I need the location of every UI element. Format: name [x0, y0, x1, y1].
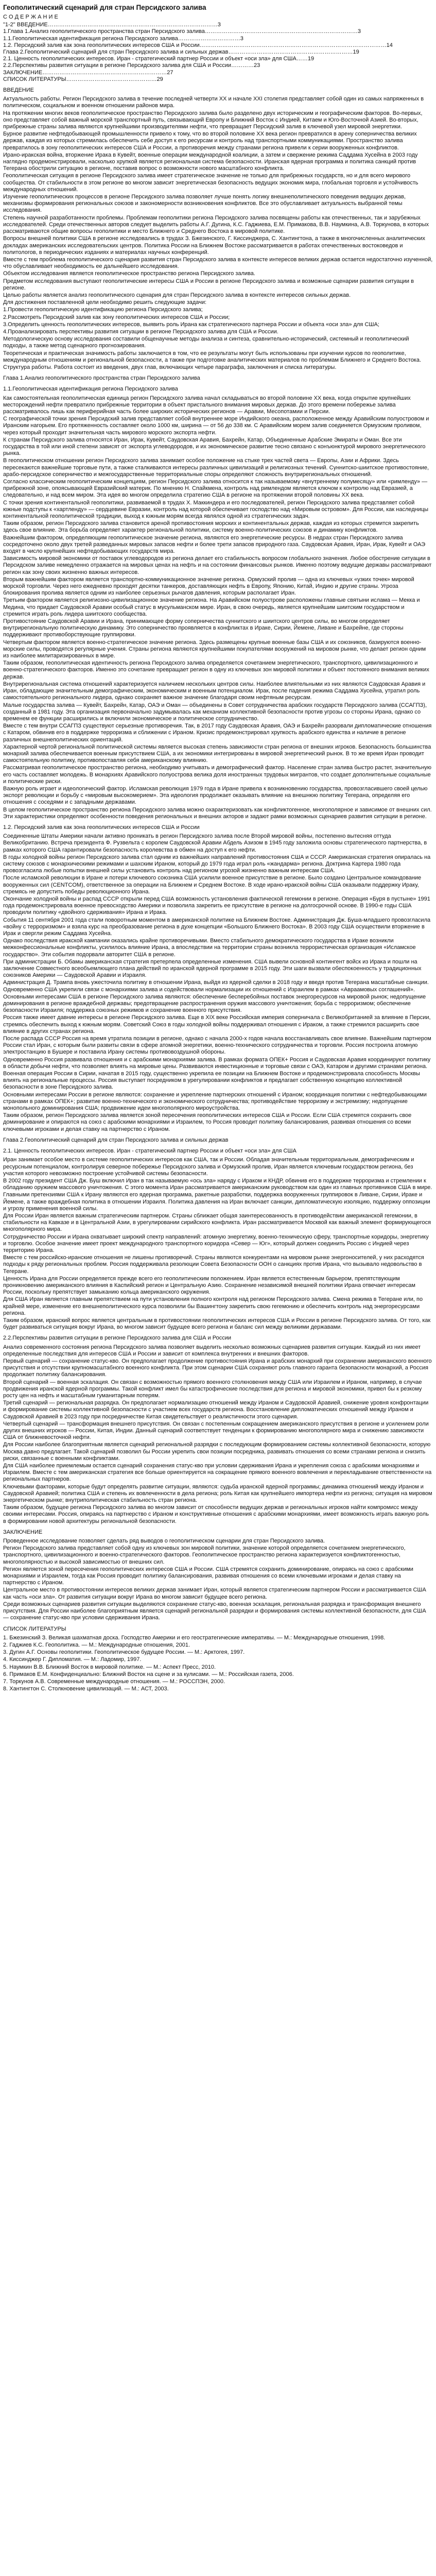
paragraph: Окончание холодной войны и распад СССР открыли перед США возможность установления фактической гегемонии в регионе. Операция «Буря в пустыне» 1991 года продемонстрировала военное превосходство Америки и позволила закрепить ее присутствие в регионе на долгосрочной основе. В 1990-е годы США проводили политику «двойного сдерживания» Ирана и Ирака.: [3, 895, 432, 916]
section22-heading: 2.2.Перспективы развития ситуации в регионе Персидского залива для США и России: [3, 1335, 231, 1342]
paragraph: Зависимость мировой экономики от поставок углеводородов из региона делает его стабильность вопросом глобального значения. Любое обострение ситуации в Персидском заливе немедленно отражается на мировых ценах на нефть и на состоянии финансовых рынков. Именно поэтому ведущие державы рассматривают регион как зону своих жизненно важных интересов.: [3, 555, 433, 575]
reference-item: 4. Киссинджер Г. Дипломатия. — М.: Ладомир, 1997.: [3, 1656, 142, 1663]
toc-item: СПИСОК ЛИТЕРАТУРЫ…………………………………………29: [3, 76, 163, 82]
paragraph: К странам Персидского залива относятся Иран, Ирак, Кувейт, Саудовская Аравия, Бахрейн, Катар, Объединенные Арабские Эмираты и Оман. Все эти государства в той или иной степени зависят от экспорта углеводородов, и их экономическое развитие тесно связано с конъюнктурой мирового энергетического рынка.: [3, 436, 427, 457]
paragraph: После исламской революции в Иране и потери ключевого союзника США усилили военное присутствие в регионе. Было создано Центральное командование вооруженных сил (CENTCOM), ответственное за операции на Ближнем и Среднем Востоке. В ходе ирано-иракской войны США оказывали поддержку Ираку, стремясь не допустить победы революционного Ирана.: [3, 875, 423, 895]
paragraph: Таким образом, регион Персидского залива является зоной пересечения геополитических интересов США и России. Если США стремятся сохранить свое доминирование и опираются на союз с арабскими монархиями и Израилем, то Россия проводит политику балансирования, развивая отношения со всеми ключевыми игроками и делая ставку на партнерство с Ираном.: [3, 1112, 413, 1132]
reference-item: 2. Гаджиев К.С. Геополитика. — М.: Международные отношения, 2001.: [3, 1641, 190, 1648]
paragraph: Для России наиболее благоприятным является сценарий региональной разрядки с последующим формированием системы коллективной безопасности, которую Москва давно предлагает. Такой сценарий позволил бы России укрепить свои позиции посредника, развивать отношения со всеми странами региона и снизить риски, связанные с военными конфликтами.: [3, 1442, 432, 1462]
section12-body: [3, 833, 433, 1133]
paragraph: Теоретическая и практическая значимость работы заключается в том, что ее результаты могут быть использованы при изучении курсов по геополитике, международным отношениям и региональной безопасности, а также при подготовке аналитических материалов по проблемам Ближнего и Среднего Востока.: [3, 350, 422, 363]
paragraph: При администрации Б. Обамы американская стратегия претерпела определенные изменения. США вывели основной контингент войск из Ирака и пошли на заключение Совместного всеобъемлющего плана действий по иранской ядерной программе в 2015 году. Эти шаги вызвали обеспокоенность у традиционных союзников Америки — Саудовской Аравии и Израиля.: [3, 958, 423, 979]
intro-body: [3, 96, 433, 371]
reference-item: 7. Торкунов А.В. Современные международные отношения. — М.: РОССПЭН, 2000.: [3, 1678, 225, 1685]
paragraph: Анализ современного состояния региона Персидского залива позволяет выделить несколько возможных сценариев развития ситуации. Каждый из них имеет определенные последствия для интересов США и России и зависит от комплекса внутренних и внешних факторов.: [3, 1344, 423, 1357]
toc-item: ЗАКЛЮЧЕНИЕ…………………………………………………………27: [3, 69, 173, 76]
toc-item: 1.Глава 1.Анализ геополитического пространства стран Персидского залива………………………………………………………………………3: [3, 28, 361, 35]
paragraph: Характерной чертой региональной политической системы является высокая степень зависимости стран региона от внешних игроков. Безопасность большинства монархий залива обеспечивается военным присутствием США, а их экономики интегрированы в мировой энергетический рынок. В то же время Иран проводит самостоятельную политику, противопоставляя себя американскому влиянию.: [3, 743, 433, 764]
chapter1-heading: Глава 1.Анализ геополитического пространства стран Персидского залива: [3, 375, 200, 382]
paragraph: Первый сценарий — сохранение статус-кво. Он предполагает продолжение противостояния Ирана и арабских монархий при сохранении американского военного присутствия и отсутствии крупномасштабного военного конфликта. При этом сценарии США сохраняют роль главного гаранта безопасности монархий, а Россия продолжает политику балансирования.: [3, 1358, 433, 1378]
paragraph: Изучение геополитических процессов в регионе Персидского залива позволяет лучше понять логику внешнеполитического поведения ведущих держав, механизмы формирования региональных союзов и закономерности возникновения конфликтов. Все это обуславливает актуальность выбранной темы исследования.: [3, 194, 408, 214]
paragraph: Противостояние Саудовской Аравии и Ирана, принимающее форму соперничества суннитского и шиитского центров силы, во многом определяет внутрирегиональную политическую динамику. Это соперничество проявляется в конфликтах в Ираке, Сирии, Йемене, Ливане и Бахрейне, где стороны поддерживают противоборствующие группировки.: [3, 618, 405, 638]
section22-body: [3, 1344, 433, 1525]
paragraph: Ирано-иракская война, вторжение Ирака в Кувейт, военные операции международной коалиции, а затем и свержение режима Саддама Хусейна в 2003 году наглядно продемонстрировали, насколько хрупкой является региональная система безопасности. Иранская ядерная программа и политика санкций против Тегерана обострили ситуацию в регионе, поставив вопрос о возможности нового масштабного конфликта.: [3, 151, 420, 172]
paragraph: Ключевыми факторами, которые будут определять развитие ситуации, являются: судьба иранской ядерной программы; динамика отношений между Ираном и Саудовской Аравией; политика США и степень их вовлеченности в дела региона; роль Китая как крупнейшего импортера нефти из региона; ситуация на мировом энергетическом рынке; внутриполитическая стабильность стран региона.: [3, 1483, 434, 1504]
reference-item: 1. Бжезинский З. Великая шахматная доска. Господство Америки и его геостратегические императивы. — М.: Международные отношения, 1998.: [3, 1634, 386, 1641]
paragraph: Рассматривая геополитическое пространство региона, необходимо учитывать и демографический фактор. Население стран залива быстро растет, значительную его часть составляет молодежь. В монархиях Аравийского полуострова велика доля иностранных трудовых мигрантов, что создает дополнительные социальные и политические риски.: [3, 765, 433, 785]
paragraph: Малые государства залива — Кувейт, Бахрейн, Катар, ОАЭ и Оман — объединены в Совет сотрудничества арабских государств Персидского залива (ССАГПЗ), созданный в 1981 году. Эта организация первоначально задумывалась как механизм коллективной безопасности против угрозы со стороны Ирана, однако со временем ее функции расширились и включили экономическое и политическое сотрудничество.: [3, 702, 429, 722]
paragraph: Предметом исследования выступают геополитические интересы США и России в регионе Персидского залива и возможные сценарии развития ситуации в регионе.: [3, 278, 416, 291]
reference-item: 5. Наумкин В.В. Ближний Восток в мировой политике. — М.: Аспект Пресс, 2010.: [3, 1664, 216, 1670]
paragraph: Таким образом, иранский вопрос является центральным в противостоянии геополитических интересов США и России в регионе Персидского залива. От того, как будет развиваться ситуация вокруг Ирана, во многом зависит будущее всего региона и баланс сил между великими державами.: [3, 1317, 432, 1331]
paragraph: Главными претензиями США к Ирану являются его ядерная программа, ракетные разработки, поддержка вооруженных группировок в Ливане, Сирии, Ираке и Йемене, а также враждебная политика в отношении Израиля. Политика давления на Иран включает санкции, дипломатическую изоляцию, поддержку оппозиции и угрозу применения военной силы.: [3, 1192, 432, 1212]
paragraph: 1.Провести геополитическую идентификацию региона Персидского залива;: [3, 307, 203, 313]
paragraph: Иран занимает особое место в системе геополитических интересов как США, так и России. Обладая значительным территориальным, демографическим и ресурсным потенциалом, контролируя северное побережье Персидского залива и Ормузский пролив, Иран является ключевым государством региона, без участия которого невозможно построение устойчивой системы безопасности.: [3, 1157, 416, 1177]
paragraph: 4.Проанализировать перспективы развития ситуации в регионе Персидского залива для США и России.: [3, 328, 278, 335]
paragraph: Основными интересами России в регионе являются: сохранение и укрепление партнерских отношений с Ираном; координация политики с нефтедобывающими странами в рамках ОПЕК+; развитие военно-технического и экономического сотрудничества; противодействие терроризму и экстремизму; недопущение монопольного доминирования США; продвижение идеи многополярного мироустройства.: [3, 1091, 428, 1112]
paragraph: Однако последствия иракской кампании оказались крайне противоречивыми. Вместо стабильного демократического государства в Ираке возникли межконфессиональные конфликты, усилилось влияние Ирана, а впоследствии на территории страны возникла террористическая организация «Исламское государство». Эти события подорвали авторитет США в регионе.: [3, 938, 417, 958]
conclusion-body: [3, 1538, 433, 1621]
paragraph: Таким образом, геополитическая идентичность региона Персидского залива определяется сочетанием энергетического, транспортного, цивилизационного и военно-стратегического факторов. Именно это сочетание превращает регион в одну из ключевых зон мировой политики и объект постоянного внимания великих держав.: [3, 660, 431, 680]
paragraph: В годы холодной войны регион Персидского залива стал одним из важнейших направлений противостояния США и СССР. Американская стратегия опиралась на систему союзов с монархическими режимами и шахским Ираном, который до 1979 года играл роль «жандарма» региона. Доктрина Картера 1980 года провозгласила любые попытки внешней силы установить контроль над регионом угрозой жизненно важным интересам США.: [3, 854, 432, 874]
toc-item: "1-2" ВВЕДЕНИЕ………………………………………………………………………………3: [3, 22, 221, 28]
paragraph: Целью работы является анализ геополитического сценария для стран Персидского залива в контексте интересов сильных держав.: [3, 292, 351, 298]
paragraph: Вторым важнейшим фактором является транспортно-коммуникационное значение региона. Ормузский пролив — одна из ключевых «узких точек» мировой морской торговли. Через него ежедневно проходят десятки танкеров, доставляющих нефть в Европу, Японию, Китай, Индию и другие страны. Угроза блокирования пролива является одним из наиболее серьезных рычагов давления, которым располагает Иран.: [3, 576, 416, 597]
paragraph: Военная операция России в Сирии, начатая в 2015 году, существенно укрепила ее позиции на Ближнем Востоке и продемонстрировала способность Москвы влиять на региональные процессы. Россия выступает посредником в урегулировании конфликтов и предлагает собственную концепцию коллективной безопасности в зоне Персидского залива.: [3, 1071, 422, 1091]
paragraph: Сотрудничество России и Ирана охватывает широкий спектр направлений: атомную энергетику, военно-техническую сферу, транспортные коридоры, энергетику и торговлю. Особое значение имеет проект международного транспортного коридора «Север — Юг», который должен соединить Россию с Индией через территорию Ирана.: [3, 1233, 430, 1253]
toc-item: 1.1.Геополитическая идентификация региона Персидского залива……………………………3: [3, 35, 243, 42]
paragraph: Администрация Д. Трампа вновь ужесточила политику в отношении Ирана, выйдя из ядерной сделки в 2018 году и введя против Тегерана масштабные санкции. Одновременно США укрепили связи с монархиями залива и содействовали нормализации их отношений с Израилем в рамках «Авраамовых соглашений».: [3, 979, 431, 993]
paragraph: Вместе с тем проблема геополитического сценария развития стран Персидского залива в контексте интересов великих держав остается недостаточно изученной, что обуславливает необходимость ее дальнейшего исследования.: [3, 256, 434, 270]
paragraph: Таким образом, регион Персидского залива становится ареной противостояния морских и континентальных держав, каждая из которых стремится закрепить здесь свое влияние. Эта борьба определяет характер региональной политики, систему военно-политических союзов и динамику конфликтов.: [3, 520, 421, 534]
table-of-contents: [3, 22, 433, 83]
section21-body: [3, 1157, 433, 1331]
paragraph: Четвертым фактором является военно-стратегическое значение региона. Здесь размещены крупные военные базы США и их союзников, базируются военно-морские силы, проводятся регулярные учения. Страны региона являются крупнейшими покупателями вооружений на мировом рынке, что делает регион одним из наиболее милитаризированных в мире.: [3, 639, 428, 659]
paragraph: Ценность Ирана для России определяется прежде всего его геополитическим положением. Иран является естественным барьером, препятствующим проникновению американского влияния в Каспийский регион и Центральную Азию. Сохранение независимой внешней политики Ирана отвечает интересам России, поскольку препятствует замыканию кольца американского окружения.: [3, 1275, 417, 1296]
paragraph: События 11 сентября 2001 года стали поворотным моментом в американской политике на Ближнем Востоке. Администрация Дж. Буша-младшего провозгласила «войну с терроризмом» и взяла курс на преобразование региона в духе концепции «Большого Ближнего Востока». В 2003 году США осуществили вторжение в Ирак и свергли режим Саддама Хусейна.: [3, 917, 432, 937]
paragraph: Объектом исследования является геополитическое пространство региона Персидского залива.: [3, 270, 255, 277]
paragraph: 3.Определить ценность геополитических интересов, выявить роль Ирана как стратегического партнера России и объекта «оси зла» для США;: [3, 321, 379, 328]
reference-item: 3. Дугин А.Г. Основы геополитики. Геополитическое будущее России. — М.: Арктогея, 1997.: [3, 1649, 245, 1656]
paragraph: В геополитическом отношении регион Персидского залива занимает особое положение на стыке трех частей света — Европы, Азии и Африки. Здесь пересекаются важнейшие торговые пути, а также сталкиваются интересы различных цивилизаций и религиозных течений. Суннитско-шиитское противостояние, арабо-персидское соперничество и межгосударственные территориальные споры определяют сложность внутрирегиональных отношений.: [3, 457, 431, 478]
toc-item: 1.2. Персидский залив как зона геополитических интересов США и России………………………………………………………………………………………14: [3, 42, 393, 48]
paragraph: Внутрирегиональная система отношений характеризуется наличием нескольких центров силы. Наиболее влиятельными из них являются Саудовская Аравия и Иран, обладающие значительным демографическим, экономическим и военным потенциалом. Ирак, после падения режима Саддама Хусейна, утратил роль самостоятельного регионального лидера, однако сохраняет важное значение благодаря своим нефтяным ресурсам.: [3, 681, 427, 701]
paragraph: Соединенные Штаты Америки начали активно проникать в регион Персидского залива после Второй мировой войны, постепенно вытесняя оттуда Великобританию. Встреча президента Ф. Рузвельта с королем Саудовской Аравии Абдель Азизом в 1945 году заложила основы стратегического партнерства, в рамках которого США гарантировали безопасность королевства в обмен на доступ к его нефти.: [3, 833, 429, 853]
paragraph: Россия также имеет давние интересы в регионе Персидского залива. Еще в XIX веке Российская империя соперничала с Великобританией за влияние в Персии, стремясь обеспечить выход к южным морям. Советский Союз в годы холодной войны поддерживал отношения с Ираком, а также стремился расширить свое влияние в других странах региона.: [3, 1014, 432, 1035]
section21-heading: 2.1. Ценность геополитических интересов. Иран - стратегический партнер России и объект «оси зла» для США: [3, 1148, 297, 1155]
paragraph: Степень научной разработанности проблемы. Проблемам геополитики региона Персидского залива посвящены работы как отечественных, так и зарубежных исследователей. Среди отечественных авторов следует выделить работы А.Г. Дугина, К.С. Гаджиева, Е.М. Примакова, В.В. Наумкина, А.В. Торкунова, в которых рассматриваются общие вопросы геополитики и место Ближнего и Среднего Востока в мировой политике.: [3, 214, 431, 235]
toc-item: 2.2.Перспективы развития ситуации в регионе Персидского залива для США и России…………23: [3, 62, 260, 69]
paragraph: С точки зрения континентальной геополитики, развиваемой в трудах Х. Маккиндера и его последователей, регион Персидского залива представляет собой южные подступы к «хартленду» — сердцевине Евразии, контроль над которой обеспечивает господство над «Мировым островом». Для России, как наследницы континентальной геополитической традиции, выход к южным морям всегда являлся одной из стратегических задач.: [3, 499, 430, 520]
paragraph: Для США Иран является главным препятствием на пути установления полного контроля над регионом Персидского залива. Смена режима в Тегеране или, по крайней мере, изменение его внешнеполитического курса позволили бы Вашингтону закрепить свою гегемонию и обеспечить контроль над энергоресурсами региона.: [3, 1296, 425, 1316]
paragraph: Важную роль играет и идеологический фактор. Исламская революция 1979 года в Иране привела к возникновению государства, провозгласившего своей целью экспорт революции и борьбу с «мировым высокомерием». Эта идеология продолжает оказывать влияние на внешнюю политику Тегерана, определяя его отношения с соседями и с западными державами.: [3, 785, 429, 806]
paragraph: В 2002 году президент США Дж. Буш включил Иран в так называемую «ось зла» наряду с Ираком и КНДР, обвинив его в поддержке терроризма и стремлении к обладанию оружием массового уничтожения. С этого момента Иран рассматривается американским руководством как один из главных противников США в мире.: [3, 1177, 432, 1191]
section12-heading: 1.2. Персидский залив как зона геополитических интересов США и России: [3, 824, 200, 831]
section11-body: [3, 395, 433, 820]
paragraph: На протяжении многих веков геополитическое пространство Персидского залива было разделено двух историческим и географическим факторов. Во-первых, оно представляет собой важный морской транспортный путь, связывающий Европу и Ближний Восток с Индией, Китаем и Юго-Восточной Азией. Во-вторых, прибрежные страны залива являются крупнейшими производителями нефти, что превращает Персидский залив в ключевой узел мировой энергетики.: [3, 110, 424, 130]
references-list: [3, 1635, 433, 1693]
paragraph: Регион Персидского залива представляет собой одну из ключевых зон мировой политики, значение которой определяется сочетанием энергетического, транспортного, цивилизационного и военно-стратегического факторов. Геополитическое пространство региона характеризуется конфликтогенностью, многополярностью и высокой зависимостью от внешних сил.: [3, 1545, 407, 1565]
paragraph: Центральное место в противостоянии интересов великих держав занимает Иран, который является стратегическим партнером России и рассматривается США как часть «оси зла». От развития ситуации вокруг Ирана во многом зависит будущее всего региона.: [3, 1587, 428, 1600]
paragraph: Как самостоятельная геополитическая единица регион Персидского залива начал складываться во второй половине XX века, когда открытие крупнейших месторождений нефти превратило прибрежные территории в объект пристального внимания мировых держав. До этого времени побережье залива рассматривалось лишь как периферийная часть более широких исторических регионов — Аравии, Месопотамии и Персии.: [3, 395, 412, 415]
paragraph: Второй сценарий — военная эскалация. Он связан с возможностью прямого военного столкновения между США или Израилем и Ираном, например, в случае продвижения иранской ядерной программы. Такой конфликт имел бы катастрофические последствия для региона и мировой экономики, привел бы к резкому росту цен на нефть и масштабным гуманитарным потерям.: [3, 1379, 424, 1399]
paragraph: Таким образом, будущее региона Персидского залива во многом зависит от способности ведущих держав и региональных игроков найти компромисс между своими интересами. Россия, опираясь на партнерство с Ираном и конструктивные отношения с арабскими монархиями, имеет возможность играть важную роль в формировании новой архитектуры региональной безопасности.: [3, 1504, 431, 1524]
reference-item: 6. Примаков Е.М. Конфиденциально: Ближний Восток на сцене и за кулисами. — М.: Российская газета, 2006.: [3, 1671, 294, 1677]
paragraph: Регион является зоной пересечения геополитических интересов США и России. США стремятся сохранить доминирование, опираясь на союз с арабскими монархиями и Израилем, тогда как Россия проводит политику балансирования, развивая отношения со всеми ключевыми игроками и делая ставку на партнерство с Ираном.: [3, 1566, 415, 1586]
paragraph: Согласно классическим геополитическим концепциям, регион Персидского залива относится к так называемому «внутреннему полумесяцу» или «римленду» — прибрежной зоне, опоясывающей Евразийский материк. По мнению Н. Спайкмена, контроль над римлендом является ключом к контролю над Евразией, а следовательно, и над всем миром. Эта идея во многом определила стратегию США в регионе на протяжении второй половины XX века.: [3, 479, 429, 499]
paragraph: Вместе с тем внутри ССАГПЗ существуют серьезные противоречия. Так, в 2017 году Саудовская Аравия, ОАЭ и Бахрейн разорвали дипломатические отношения с Катаром, обвинив его в поддержке терроризма и сближении с Ираном. Кризис продемонстрировал хрупкость арабского единства и наличие в регионе различных внешнеполитических ориентаций.: [3, 723, 433, 743]
paragraph: С географической точки зрения Персидский залив представляет собой внутреннее море Индийского океана, расположенное между Аравийским полуостровом и Иранским нагорьем. Его протяженность составляет около 1000 км, ширина — от 56 до 338 км. С Аравийским морем залив соединяется Ормузским проливом, через который проходит значительная часть мирового морского экспорта нефти.: [3, 416, 431, 436]
section11-heading: 1.1.Геополитическая идентификация региона Персидского залива: [3, 386, 178, 393]
paragraph: Геополитическая ситуация в регионе Персидского залива имеет стратегическое значение не только для прибрежных государств, но и для всего мирового сообщества. От стабильности в этом регионе во многом зависит энергетическая безопасность ведущих экономик мира, глобальная торговля и устойчивость международных отношений.: [3, 173, 420, 193]
toc-heading: С О Д Е Р Ж А Н И Е: [3, 14, 58, 20]
paragraph: Среди возможных сценариев развития ситуации выделяются сохранение статус-кво, военная эскалация, региональная разрядка и трансформация внешнего присутствия. Для России наиболее благоприятным является сценарий региональной разрядки и формирования системы коллективной безопасности, для США — сохранение статус-кво при условии сдерживания Ирана.: [3, 1601, 428, 1621]
paragraph: После распада СССР Россия на время утратила позиции в регионе, однако с начала 2000-х годов начала восстанавливать свое влияние. Важнейшим партнером России стал Иран, с которым были развиты связи в сфере атомной энергетики, военно-технического сотрудничества и торговли. Россия построила атомную электростанцию в Бушере и поставила Ирану системы противовоздушной обороны.: [3, 1036, 433, 1056]
paragraph: Третий сценарий — региональная разрядка. Он предполагает нормализацию отношений между Ираном и Саудовской Аравией, снижение уровня конфронтации и формирование системы коллективной безопасности с участием всех государств региона. Восстановление дипломатических отношений между Ираном и Саудовской Аравией в 2023 году при посредничестве Китая свидетельствует о реалистичности этого сценария.: [3, 1400, 430, 1420]
paragraph: Для достижения поставленной цели необходимо решить следующие задачи:: [3, 299, 207, 306]
paragraph: Вместе с тем российско-иранские отношения не лишены противоречий. Страны являются конкурентами на мировом рынке энергоносителей, у них расходятся подходы к ряду региональных проблем. Россия поддерживала резолюции Совета Безопасности ООН о санкциях против Ирана, что вызывало недовольство в Тегеране.: [3, 1255, 426, 1275]
toc-item: 2.1. Ценность геополитических интересов. Иран - стратегический партнер России и объект «оси зла» для США……19: [3, 56, 315, 62]
intro-heading: ВВЕДЕНИЕ: [3, 87, 34, 94]
paragraph: В целом геополитическое пространство региона Персидского залива можно охарактеризовать как конфликтогенное, многополярное и зависимое от внешних сил. Эти характеристики определяют особенности поведения региональных и внешних акторов и задают рамки возможных сценариев развития ситуации в регионе.: [3, 806, 433, 820]
paragraph: Вопросы внешней политики США в регионе исследовались в трудах З. Бжезинского, Г. Киссинджера, С. Хантингтона, а также в многочисленных аналитических докладах американских исследовательских центров. Политика России на Ближнем Востоке рассматривается в работах отечественных востоковедов и политологов, в периодических изданиях и материалах научных конференций.: [3, 235, 427, 256]
paragraph: Проведенное исследование позволяет сделать ряд выводов о геополитическом сценарии для стран Персидского залива.: [3, 1538, 325, 1545]
paragraph: Третьим фактором является религиозно-цивилизационное значение региона. На Аравийском полуострове расположены главные святыни ислама — Мекка и Медина, что придает Саудовской Аравии особый статус в мусульманском мире. Иран, в свою очередь, является крупнейшим шиитским государством и стремится играть роль лидера шиитского сообщества.: [3, 597, 422, 617]
paragraph: Одновременно Россия развивала отношения и с арабскими монархиями залива. В рамках формата ОПЕК+ Россия и Саудовская Аравия координируют политику в области добычи нефти, что позволяет влиять на мировые цены. Развиваются инвестиционные и торговые связи с ОАЭ, Катаром и другими странами региона.: [3, 1056, 432, 1070]
paragraph: Основными интересами США в регионе Персидского залива являются: обеспечение бесперебойных поставок энергоресурсов на мировой рынок; недопущение доминирования в регионе враждебной державы; предотвращение распространения оружия массового уничтожения; борьба с терроризмом; обеспечение безопасности Израиля; поддержка союзных режимов и сохранение военного присутствия.: [3, 993, 428, 1014]
paragraph: 2.Рассмотреть Персидский залив как зону геополитических интересов США и России;: [3, 314, 230, 320]
paragraph: Бурное развитие нефтедобывающей промышленности привело к тому, что во второй половине XX века регион превратился в арену соперничества великих держав, каждая из которых стремилась обеспечить себе доступ к его ресурсам и контроль над транспортными коммуникациями. Пространство залива превратилось в зону геополитических интересов США и России, а противоречия между странами региона привели к серии вооруженных конфликтов.: [3, 131, 418, 151]
paragraph: Важнейшим фактором, определяющим геополитическое значение региона, являются его энергетические ресурсы. В недрах стран Персидского залива сосредоточено около двух третей разведанных мировых запасов нефти и более трети запасов природного газа. Саудовская Аравия, Иран, Ирак, Кувейт и ОАЭ входят в число крупнейших нефтедобывающих государств мира.: [3, 534, 427, 555]
document-title: Геополитический сценарий для стран Персидского залива: [3, 4, 206, 11]
paragraph: Для России Иран является важным стратегическим партнером. Страны сближает общая заинтересованность в противодействии американской гегемонии, в стабильности на Кавказе и в Центральной Азии, в урегулировании сирийского конфликта. Иран рассматривается Москвой как важный элемент формирующегося многополярного мира.: [3, 1212, 433, 1233]
conclusion-heading: ЗАКЛЮЧЕНИЕ: [3, 1529, 43, 1535]
paragraph: Актуальность работы. Регион Персидского залива в течение последней четверти XX и начале XXI столетия представляет собой один из самых напряженных в политическом, социальном и военном отношении районов мира.: [3, 96, 426, 109]
paragraph: Структура работы. Работа состоит из введения, двух глав, включающих четыре параграфа, заключения и списка литературы.: [3, 364, 337, 370]
toc-item: Глава 2.Геополитический сценарий для стран Персидского залива и сильных держав…………………………………………………………19: [3, 49, 359, 56]
paragraph: Для США наиболее приемлемым остается сценарий сохранения статус-кво при условии сдерживания Ирана и укрепления союза с арабскими монархиями и Израилем. Вместе с тем американская стратегия все больше ориентируется на сокращение прямого военного вовлечения и перекладывание ответственности на региональных партнеров.: [3, 1463, 433, 1483]
reference-item: 8. Хантингтон С. Столкновение цивилизаций. — М.: АСТ, 2003.: [3, 1686, 169, 1692]
paragraph: Четвертый сценарий — трансформация внешнего присутствия. Он связан с постепенным сокращением американского присутствия в регионе и усилением роли других внешних игроков — России, Китая, Индии. Данный сценарий соответствует тенденции к формированию многополярного мира и снижению зависимости США от ближневосточной нефти.: [3, 1420, 430, 1441]
paragraph: Методологическую основу исследования составили общенаучные методы анализа и синтеза, сравнительно-исторический, системный и геополитический подходы, а также метод сценарного прогнозирования.: [3, 336, 411, 349]
references-heading: СПИСОК ЛИТЕРАТУРЫ: [3, 1625, 66, 1632]
chapter2-heading: Глава 2.Геополитический сценарий для стран Персидского залива и сильных держав: [3, 1137, 229, 1143]
